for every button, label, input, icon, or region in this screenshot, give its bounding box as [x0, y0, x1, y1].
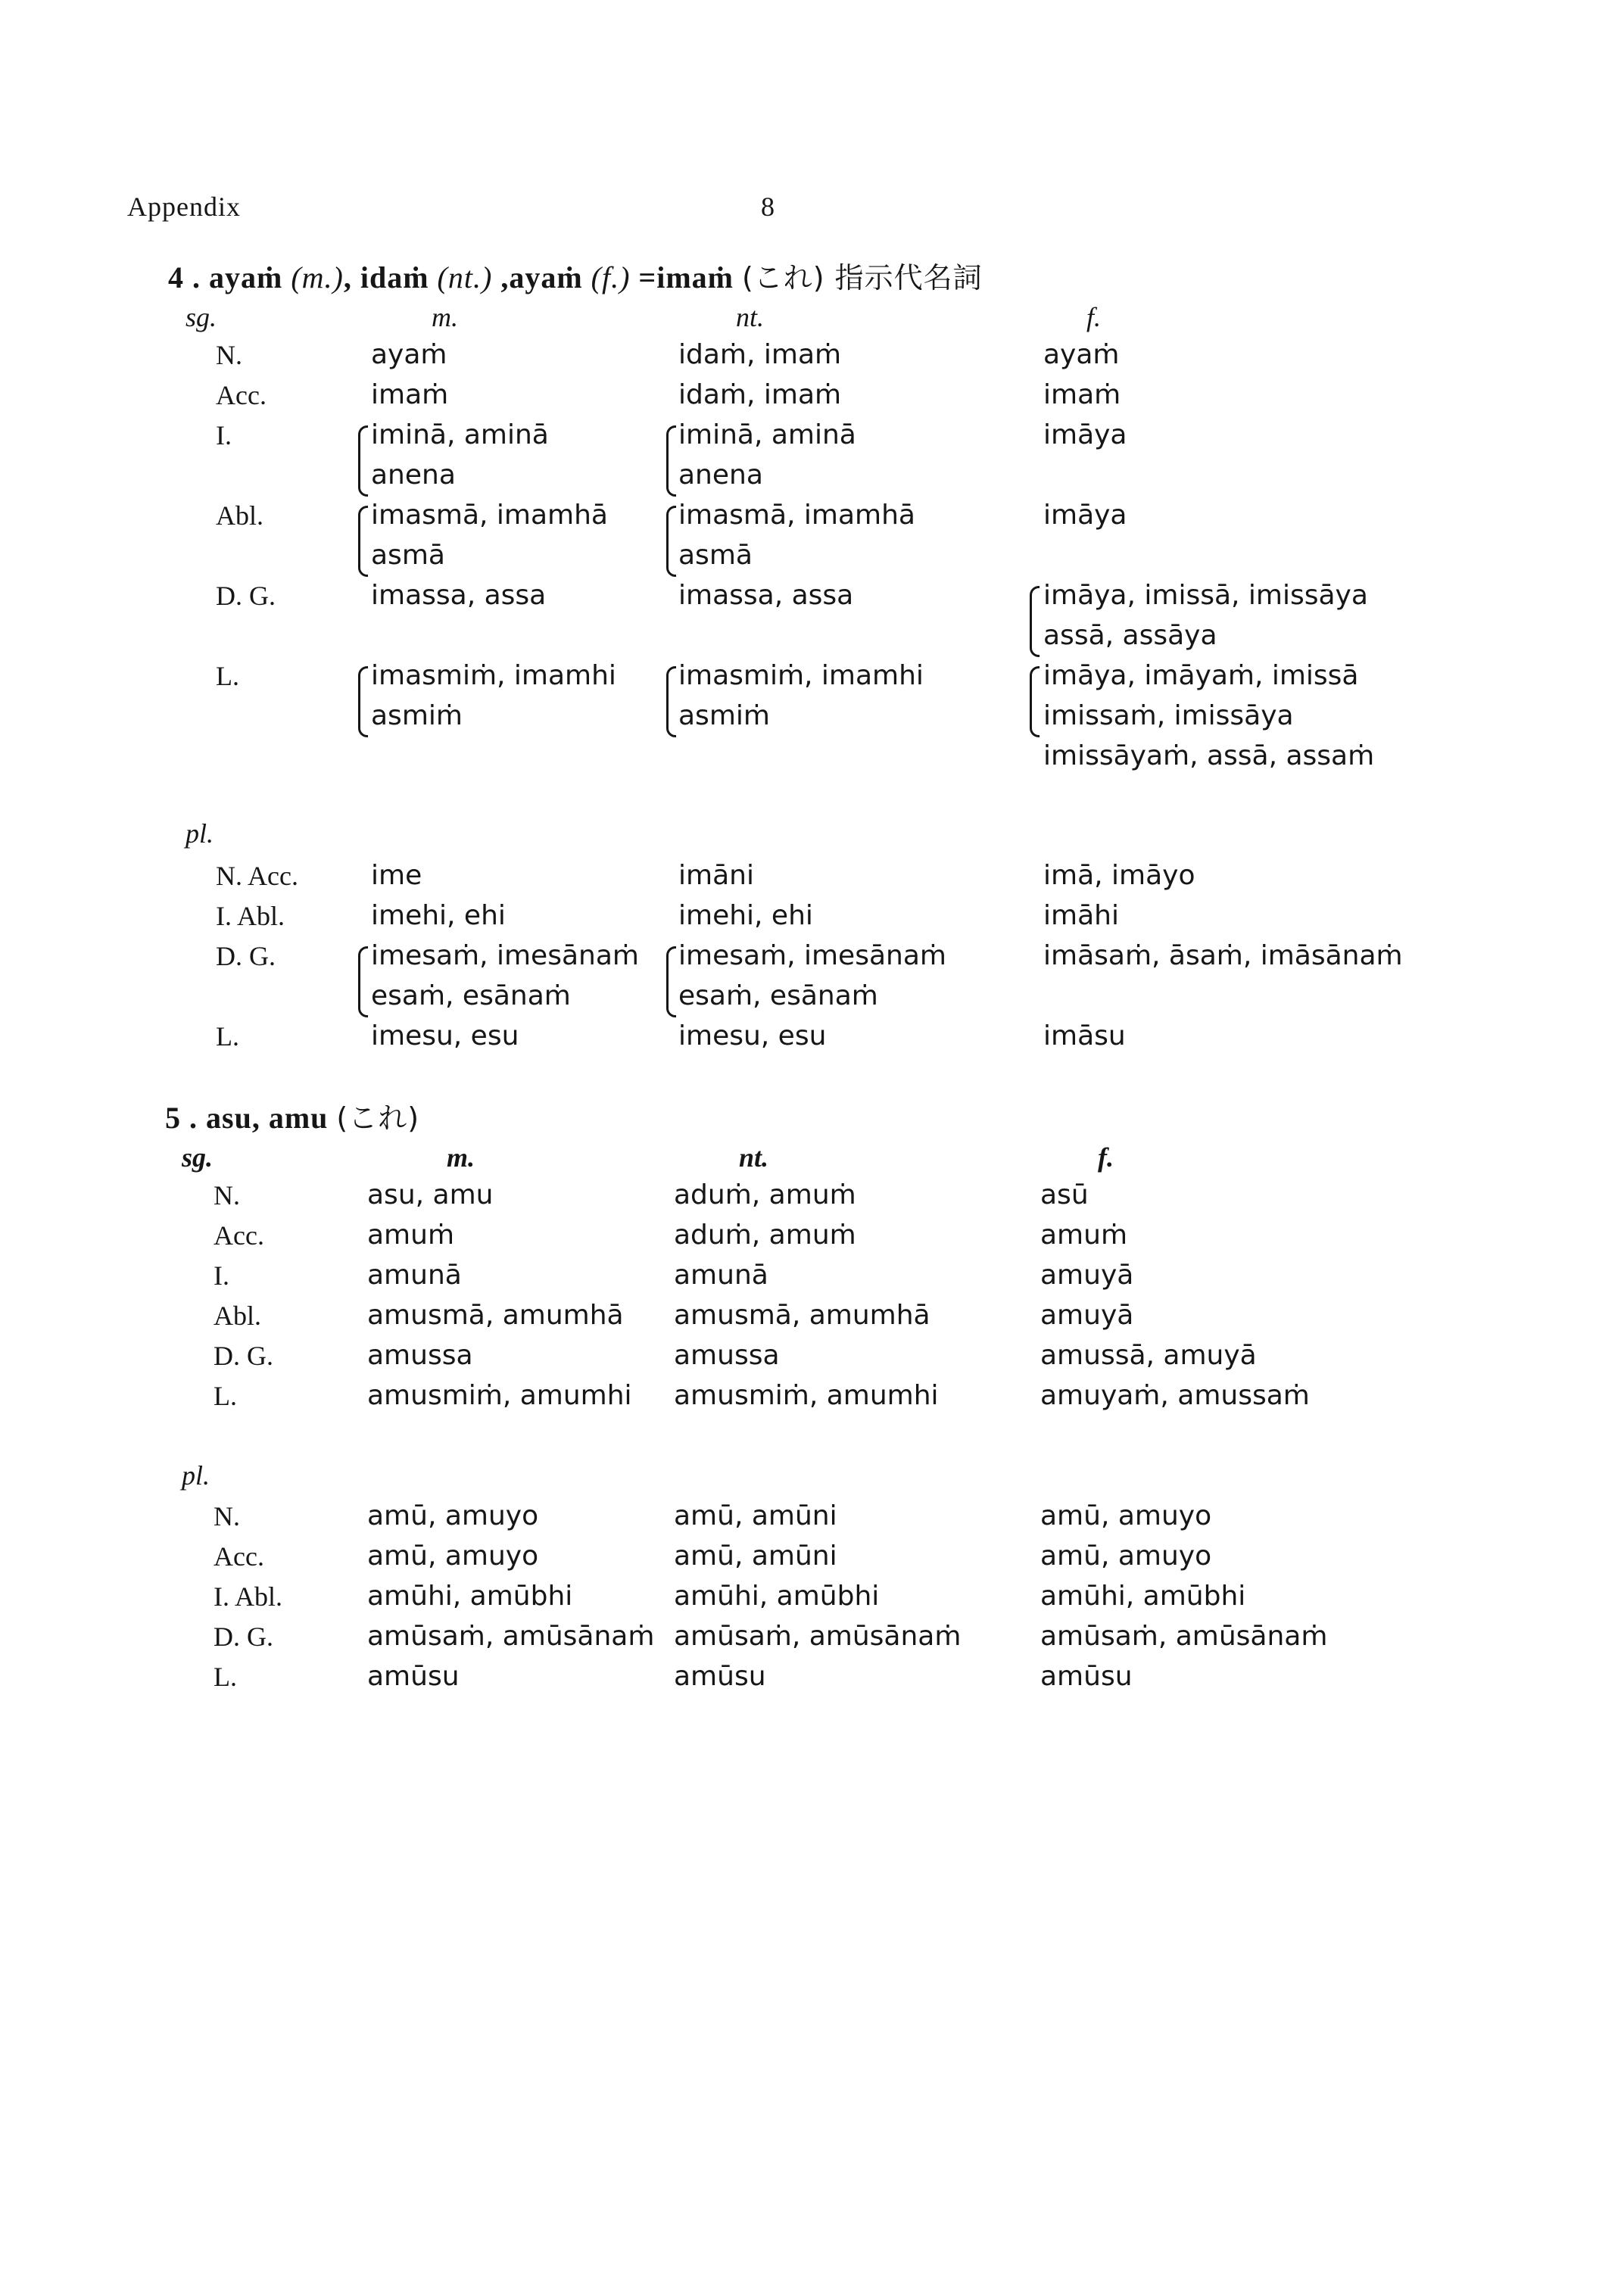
section-4-word-2: idaṁ: [360, 260, 429, 294]
s4-sg-cell-nt: imasmā, imamhā: [678, 500, 915, 531]
s4-sg-cell-f: assā, assāya: [1043, 620, 1217, 651]
s4-sg-cell-m: asmiṁ: [371, 700, 463, 731]
s4-sg-cell-f: imāya: [1043, 500, 1127, 531]
s5-pl-cell-nt: amūsaṁ, amūsānaṁ: [674, 1621, 962, 1652]
s5-pl-cell-f: amū, amuyo: [1040, 1500, 1212, 1531]
s4-sg-cell-nt: asmiṁ: [678, 700, 770, 731]
s4-sg-cell-m: ayaṁ: [371, 339, 447, 370]
s5-sg-cell-f: amuṁ: [1040, 1220, 1128, 1251]
s5-pl-cell-m: amūsu: [367, 1661, 460, 1692]
s5-sg-cell-m: amusmā, amumhā: [367, 1300, 624, 1331]
s5-sg-case: Acc.: [214, 1220, 264, 1251]
s4-pl-case: I. Abl.: [216, 901, 285, 931]
s5-sg-cell-m: amunā: [367, 1260, 462, 1291]
s4-pl-label: pl.: [185, 818, 214, 849]
s4-sg-case: D. G.: [216, 581, 276, 611]
section-5-title: [165, 1095, 419, 1136]
s5-col-m: m.: [447, 1142, 475, 1173]
s4-pl-cell-m: imesaṁ, imesānaṁ: [371, 940, 639, 971]
brace: [666, 506, 676, 577]
s5-pl-cell-nt: amūsu: [674, 1661, 766, 1692]
s4-pl-cell-nt: imesaṁ, imesānaṁ: [678, 940, 946, 971]
section-5-japanese-gloss: (これ): [336, 1101, 420, 1135]
s5-pl-cell-f: amū, amuyo: [1040, 1541, 1212, 1572]
s4-pl-cell-f: imāhi: [1043, 900, 1119, 931]
section-4-gender-3: (f.): [591, 260, 631, 294]
s4-sg-cell-f: imissaṁ, imissāya: [1043, 700, 1294, 731]
section-4-japanese-gloss: (これ) 指示代名詞: [741, 261, 983, 294]
s4-sg-cell-f: imaṁ: [1043, 379, 1121, 410]
s4-sg-cell-f: imāya: [1043, 419, 1127, 450]
s4-pl-cell-nt: esaṁ, esānaṁ: [678, 980, 878, 1011]
s5-pl-cell-f: amūsaṁ, amūsānaṁ: [1040, 1621, 1328, 1652]
s5-sg-cell-f: amuyā: [1040, 1300, 1134, 1331]
s4-pl-case: D. G.: [216, 941, 276, 971]
s4-pl-cell-m: esaṁ, esānaṁ: [371, 980, 571, 1011]
s4-pl-case: N. Acc.: [216, 861, 298, 891]
s5-sg-cell-nt: amusmiṁ, amumhi: [674, 1380, 939, 1411]
s5-sg-case: N.: [214, 1180, 240, 1210]
s5-sg-case: I.: [214, 1260, 229, 1291]
s4-col-m: m.: [432, 302, 458, 332]
brace: [666, 946, 676, 1017]
s5-sg-cell-m: amusmiṁ, amumhi: [367, 1380, 632, 1411]
section-5-number: 5 .: [165, 1101, 198, 1135]
s4-sg-cell-nt: imassa, assa: [678, 580, 854, 611]
section-4-word-3: ayaṁ: [509, 260, 583, 294]
brace: [358, 666, 368, 737]
s5-pl-cell-f: amūsu: [1040, 1661, 1133, 1692]
brace: [1030, 586, 1040, 657]
s4-sg-cell-m: iminā, aminā: [371, 419, 549, 450]
s4-pl-case: L.: [216, 1021, 239, 1051]
s5-pl-cell-m: amū, amuyo: [367, 1541, 539, 1572]
s4-sg-cell-f: ayaṁ: [1043, 339, 1120, 370]
s5-pl-cell-nt: amū, amūni: [674, 1500, 837, 1531]
s5-sg-cell-nt: aduṁ, amuṁ: [674, 1220, 856, 1251]
s4-sg-cell-f: imāya, imissā, imissāya: [1043, 580, 1368, 611]
s5-sg-cell-m: amussa: [367, 1340, 473, 1371]
s5-pl-case: N.: [214, 1501, 240, 1531]
s4-sg-label: sg.: [185, 302, 217, 332]
s4-sg-cell-m: anena: [371, 460, 456, 491]
s4-sg-cell-m: imasmiṁ, imamhi: [371, 660, 616, 691]
s5-pl-case: Acc.: [214, 1541, 264, 1572]
s5-pl-cell-m: amūhi, amūbhi: [367, 1581, 573, 1612]
s4-sg-cell-f: imissāyaṁ, assā, assaṁ: [1043, 740, 1375, 771]
s5-sg-case: Abl.: [214, 1301, 261, 1331]
brace: [666, 666, 676, 737]
section-4-number: 4 .: [168, 260, 201, 294]
s4-sg-cell-nt: anena: [678, 460, 763, 491]
s5-pl-cell-m: amūsaṁ, amūsānaṁ: [367, 1621, 655, 1652]
section-4-word-1: ayaṁ: [209, 260, 283, 294]
brace: [1030, 666, 1040, 737]
s4-sg-cell-m: imaṁ: [371, 379, 449, 410]
s5-col-f: f.: [1098, 1142, 1114, 1173]
s4-sg-cell-m: imassa, assa: [371, 580, 547, 611]
section-5-word: asu, amu: [206, 1101, 329, 1135]
s4-sg-cell-nt: asmā: [678, 540, 753, 571]
brace: [358, 425, 368, 497]
page-number: 8: [761, 192, 775, 222]
s5-pl-cell-nt: amū, amūni: [674, 1541, 837, 1572]
section-4-sep-2: ,: [500, 260, 510, 294]
s5-sg-cell-nt: amunā: [674, 1260, 768, 1291]
s5-pl-cell-f: amūhi, amūbhi: [1040, 1581, 1246, 1612]
s5-pl-case: D. G.: [214, 1622, 273, 1652]
s4-sg-cell-nt: imasmiṁ, imamhi: [678, 660, 924, 691]
running-header: Appendix: [127, 192, 241, 222]
s5-sg-cell-nt: amussa: [674, 1340, 780, 1371]
s4-sg-cell-m: asmā: [371, 540, 445, 571]
s4-pl-cell-nt: imehi, ehi: [678, 900, 813, 931]
s5-sg-cell-f: amuyā: [1040, 1260, 1134, 1291]
s4-sg-case: L.: [216, 661, 239, 691]
s4-col-nt: nt.: [736, 302, 765, 332]
s4-sg-cell-nt: iminā, aminā: [678, 419, 856, 450]
s5-sg-cell-f: asū: [1040, 1179, 1089, 1210]
section-4-gender-1: (m.): [291, 260, 344, 294]
brace: [666, 425, 676, 497]
s5-pl-label: pl.: [182, 1460, 210, 1491]
brace: [358, 506, 368, 577]
s4-col-f: f.: [1086, 302, 1102, 332]
section-4-title: [168, 254, 983, 296]
s5-sg-cell-f: amussā, amuyā: [1040, 1340, 1257, 1371]
s4-pl-cell-nt: imesu, esu: [678, 1020, 827, 1051]
section-4-sep-1: ,: [343, 260, 352, 294]
s5-sg-case: L.: [214, 1381, 237, 1411]
s4-sg-case: N.: [216, 340, 242, 370]
s4-sg-cell-f: imāya, imāyaṁ, imissā: [1043, 660, 1359, 691]
s4-pl-cell-m: imehi, ehi: [371, 900, 506, 931]
s4-sg-cell-m: imasmā, imamhā: [371, 500, 608, 531]
s5-sg-cell-nt: amusmā, amumhā: [674, 1300, 930, 1331]
s4-pl-cell-f: imāsaṁ, āsaṁ, imāsānaṁ: [1043, 940, 1403, 971]
s5-sg-label: sg.: [182, 1142, 214, 1173]
section-4-equals: =imaṁ: [638, 260, 734, 294]
s5-col-nt: nt.: [739, 1142, 769, 1173]
s4-pl-cell-f: imāsu: [1043, 1020, 1126, 1051]
s5-sg-cell-m: asu, amu: [367, 1179, 494, 1210]
s5-pl-cell-m: amū, amuyo: [367, 1500, 539, 1531]
s4-pl-cell-nt: imāni: [678, 860, 754, 891]
section-4-gender-2: (nt.): [437, 260, 493, 294]
s5-sg-cell-m: amuṁ: [367, 1220, 455, 1251]
s4-sg-cell-nt: idaṁ, imaṁ: [678, 339, 842, 370]
s4-pl-cell-f: imā, imāyo: [1043, 860, 1195, 891]
s5-sg-cell-f: amuyaṁ, amussaṁ: [1040, 1380, 1310, 1411]
s5-sg-case: D. G.: [214, 1341, 273, 1371]
s5-pl-case: L.: [214, 1662, 237, 1692]
s5-sg-cell-nt: aduṁ, amuṁ: [674, 1179, 856, 1210]
s5-pl-case: I. Abl.: [214, 1581, 283, 1612]
s4-sg-case: Abl.: [216, 500, 263, 531]
s5-pl-cell-nt: amūhi, amūbhi: [674, 1581, 880, 1612]
s4-sg-case: I.: [216, 420, 232, 450]
s4-sg-cell-nt: idaṁ, imaṁ: [678, 379, 842, 410]
s4-pl-cell-m: imesu, esu: [371, 1020, 519, 1051]
s4-sg-case: Acc.: [216, 380, 267, 410]
s4-pl-cell-m: ime: [371, 860, 422, 891]
brace: [358, 946, 368, 1017]
